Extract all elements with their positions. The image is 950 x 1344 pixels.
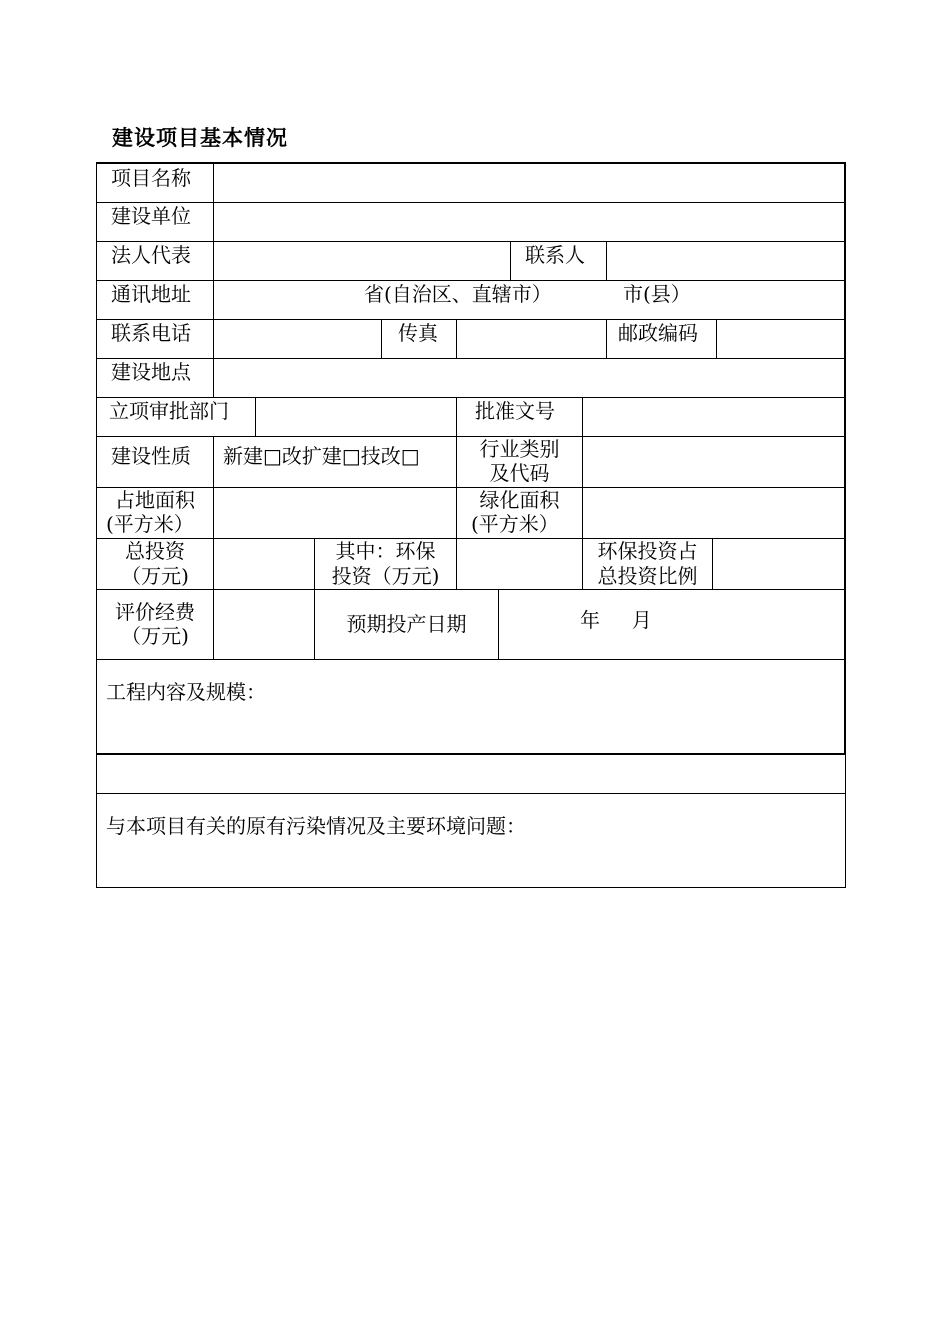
border-right-lower (845, 755, 846, 888)
env-investment-label-1: 其中：环保 (335, 539, 436, 563)
row-line (96, 659, 846, 660)
fax-field[interactable] (457, 320, 606, 358)
address-field[interactable] (214, 281, 354, 319)
project-name-field[interactable] (214, 164, 844, 202)
green-area-label-2: (平方米） (471, 512, 559, 536)
eval-fee-label-2: （万元) (121, 624, 189, 648)
approval-dept-field[interactable] (256, 398, 456, 436)
builder-label: 建设单位 (111, 204, 191, 228)
land-area-field[interactable] (214, 488, 456, 538)
col-line (606, 319, 607, 358)
row-line (96, 793, 846, 794)
legal-rep-label: 法人代表 (111, 243, 191, 267)
col-line (498, 589, 499, 659)
page-title: 建设项目基本情况 (112, 126, 288, 150)
eval-fee-field[interactable] (214, 590, 314, 659)
legal-rep-field[interactable] (214, 242, 510, 280)
phone-label: 联系电话 (111, 321, 191, 345)
production-date-label: 预期投产日期 (346, 612, 467, 636)
border-bottom (96, 887, 846, 888)
postcode-field[interactable] (717, 320, 844, 358)
land-area-label-2: (平方米） (106, 512, 194, 536)
contact-field[interactable] (607, 242, 844, 280)
industry-label-2: 及代码 (489, 461, 550, 485)
border-right (844, 162, 846, 755)
total-investment-label-1: 总投资 (125, 539, 185, 563)
industry-label-1: 行业类别 (479, 437, 560, 461)
address-label: 通讯地址 (111, 282, 191, 306)
blank-row[interactable] (98, 755, 844, 793)
env-ratio-label-2: 总投资比例 (597, 564, 698, 588)
project-name-label: 项目名称 (111, 166, 191, 190)
approval-doc-no-label: 批准文号 (475, 399, 555, 423)
postcode-label: 邮政编码 (618, 321, 698, 345)
phone-field[interactable] (214, 320, 381, 358)
industry-field[interactable] (583, 437, 844, 487)
col-line (510, 241, 511, 280)
pollution-field[interactable] (98, 842, 844, 886)
border-left (96, 162, 97, 888)
eval-fee-label-1: 评价经费 (115, 600, 195, 624)
total-investment-field[interactable] (214, 539, 314, 589)
env-investment-label-2: 投资（万元) (331, 564, 440, 588)
green-area-field[interactable] (583, 488, 844, 538)
env-investment-field[interactable] (457, 539, 582, 589)
land-area-label-1: 占地面积 (115, 488, 195, 512)
contact-label: 联系人 (525, 243, 585, 267)
fax-label: 传真 (398, 321, 438, 345)
location-field[interactable] (214, 359, 844, 397)
approval-doc-no-field[interactable] (583, 398, 844, 436)
col-line (456, 397, 457, 436)
env-ratio-label-1: 环保投资占 (597, 539, 698, 563)
nature-label: 建设性质 (111, 444, 191, 468)
pollution-label: 与本项目有关的原有污染情况及主要环境问题： (106, 814, 526, 838)
address-city-text: 市(县） (623, 282, 691, 306)
nature-options[interactable]: 新建□改扩建□技改□ (223, 444, 420, 468)
total-investment-label-2: （万元) (121, 564, 189, 588)
location-label: 建设地点 (111, 360, 191, 384)
production-date-value[interactable]: 年 月 (580, 608, 652, 632)
project-info-form (96, 162, 846, 888)
approval-dept-label: 立项审批部门 (109, 399, 229, 423)
builder-field[interactable] (214, 203, 844, 241)
address-province-text: 省(自治区、直辖市） (364, 282, 552, 306)
env-ratio-field[interactable] (713, 539, 844, 589)
row-line (96, 280, 846, 281)
green-area-label-1: 绿化面积 (479, 488, 560, 512)
row-line (96, 589, 846, 590)
scope-label: 工程内容及规模： (106, 680, 266, 704)
col-line (381, 319, 382, 358)
scope-field[interactable] (98, 707, 844, 752)
